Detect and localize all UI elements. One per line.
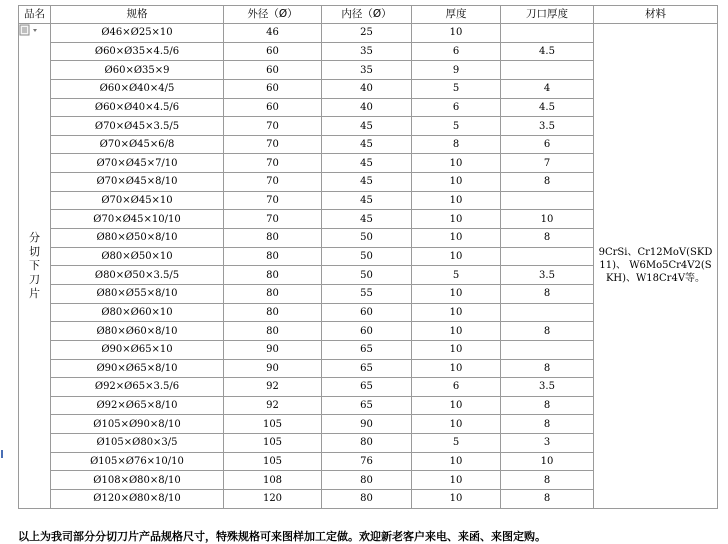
thickness-cell: 10: [412, 396, 501, 415]
spec-cell: Ø90×Ø65×8/10: [51, 359, 224, 378]
spec-cell: Ø92×Ø65×3.5/6: [51, 378, 224, 397]
spec-cell: Ø60×Ø40×4.5/6: [51, 98, 224, 117]
edge-thickness-cell: [501, 340, 594, 359]
thickness-cell: 10: [412, 340, 501, 359]
thickness-cell: 10: [412, 210, 501, 229]
inner-diameter-cell: 80: [322, 471, 412, 490]
outer-diameter-cell: 108: [224, 471, 322, 490]
table-header-row: [19, 6, 718, 24]
outer-diameter-cell: 120: [224, 490, 322, 509]
edge-thickness-cell: 10: [501, 452, 594, 471]
inner-diameter-cell: 50: [322, 266, 412, 285]
outer-diameter-cell: 80: [224, 247, 322, 266]
inner-diameter-cell: 80: [322, 490, 412, 509]
spec-cell: Ø120×Ø80×8/10: [51, 490, 224, 509]
thickness-cell: 10: [412, 247, 501, 266]
paste-options-icon[interactable]: [19, 24, 31, 40]
edge-thickness-cell: 8: [501, 396, 594, 415]
outer-diameter-cell: 60: [224, 42, 322, 61]
edge-thickness-cell: [501, 24, 594, 43]
inner-diameter-cell: 55: [322, 284, 412, 303]
spec-cell: Ø105×Ø90×8/10: [51, 415, 224, 434]
edge-thickness-cell: 6: [501, 135, 594, 154]
thickness-cell: 5: [412, 117, 501, 136]
spec-cell: Ø70×Ø45×3.5/5: [51, 117, 224, 136]
edge-thickness-cell: 8: [501, 490, 594, 509]
edge-thickness-cell: 8: [501, 229, 594, 248]
thickness-cell: 10: [412, 471, 501, 490]
edge-thickness-cell: 8: [501, 322, 594, 341]
spec-cell: Ø80×Ø55×8/10: [51, 284, 224, 303]
spec-cell: Ø80×Ø50×3.5/5: [51, 266, 224, 285]
header-product-name: 品名: [19, 6, 51, 24]
thickness-cell: 6: [412, 378, 501, 397]
thickness-cell: 5: [412, 266, 501, 285]
material-cell: 9CrSi、Cr12MoV(SKD11)、 W6Mo5Cr4V2(SKH)、W18Cr4V等。: [594, 24, 718, 509]
spec-cell: Ø80×Ø50×10: [51, 247, 224, 266]
inner-diameter-cell: 45: [322, 210, 412, 229]
outer-diameter-cell: 70: [224, 154, 322, 173]
outer-diameter-cell: 80: [224, 303, 322, 322]
spec-cell: Ø90×Ø65×10: [51, 340, 224, 359]
thickness-cell: 10: [412, 284, 501, 303]
inner-diameter-cell: 45: [322, 154, 412, 173]
inner-diameter-cell: 65: [322, 359, 412, 378]
edge-thickness-cell: 4.5: [501, 42, 594, 61]
spec-cell: Ø60×Ø40×4/5: [51, 79, 224, 98]
thickness-cell: 10: [412, 24, 501, 43]
thickness-cell: 5: [412, 79, 501, 98]
thickness-cell: 9: [412, 61, 501, 80]
inner-diameter-cell: 40: [322, 98, 412, 117]
thickness-cell: 10: [412, 415, 501, 434]
inner-diameter-cell: 45: [322, 173, 412, 192]
outer-diameter-cell: 60: [224, 98, 322, 117]
inner-diameter-cell: 60: [322, 322, 412, 341]
edge-thickness-cell: 8: [501, 359, 594, 378]
inner-diameter-cell: 65: [322, 378, 412, 397]
edge-thickness-cell: 4: [501, 79, 594, 98]
edge-thickness-cell: [501, 303, 594, 322]
outer-diameter-cell: 70: [224, 135, 322, 154]
edge-thickness-cell: 7: [501, 154, 594, 173]
spec-cell: Ø60×Ø35×4.5/6: [51, 42, 224, 61]
outer-diameter-cell: 90: [224, 340, 322, 359]
inner-diameter-cell: 45: [322, 191, 412, 210]
spec-cell: Ø105×Ø80×3/5: [51, 434, 224, 453]
spec-cell: Ø80×Ø60×8/10: [51, 322, 224, 341]
thickness-cell: 8: [412, 135, 501, 154]
outer-diameter-cell: 105: [224, 452, 322, 471]
inner-diameter-cell: 65: [322, 340, 412, 359]
inner-diameter-cell: 50: [322, 247, 412, 266]
thickness-cell: 10: [412, 229, 501, 248]
edge-thickness-cell: 10: [501, 210, 594, 229]
outer-diameter-cell: 46: [224, 24, 322, 43]
header-outer-diameter: 外径（Ø）: [224, 6, 322, 24]
outer-diameter-cell: 70: [224, 117, 322, 136]
thickness-cell: 10: [412, 359, 501, 378]
edge-thickness-cell: 8: [501, 471, 594, 490]
thickness-cell: 10: [412, 173, 501, 192]
inner-diameter-cell: 35: [322, 42, 412, 61]
edge-thickness-cell: 8: [501, 415, 594, 434]
thickness-cell: 10: [412, 322, 501, 341]
table-row: [19, 24, 718, 43]
header-inner-diameter: 内径（Ø）: [322, 6, 412, 24]
thickness-cell: 6: [412, 42, 501, 61]
inner-diameter-cell: 80: [322, 434, 412, 453]
inner-diameter-cell: 25: [322, 24, 412, 43]
edge-thickness-cell: 4.5: [501, 98, 594, 117]
edge-thickness-cell: 3: [501, 434, 594, 453]
thickness-cell: 10: [412, 303, 501, 322]
edge-thickness-cell: 3.5: [501, 266, 594, 285]
edge-thickness-cell: 8: [501, 173, 594, 192]
outer-diameter-cell: 90: [224, 359, 322, 378]
outer-diameter-cell: 80: [224, 284, 322, 303]
outer-diameter-cell: 80: [224, 322, 322, 341]
spec-cell: Ø105×Ø76×10/10: [51, 452, 224, 471]
spec-cell: Ø70×Ø45×6/8: [51, 135, 224, 154]
thickness-cell: 5: [412, 434, 501, 453]
spec-cell: Ø80×Ø60×10: [51, 303, 224, 322]
spec-cell: Ø92×Ø65×8/10: [51, 396, 224, 415]
product-name-cell: [19, 24, 51, 509]
spec-table: [18, 5, 718, 509]
inner-diameter-cell: 50: [322, 229, 412, 248]
edge-thickness-cell: 8: [501, 284, 594, 303]
footer-note: 以上为我司部分分切刀片产品规格尺寸，特殊规格可来图样加工定做。欢迎新老客户来电、来函、来图定购。: [18, 530, 546, 543]
outer-diameter-cell: 80: [224, 266, 322, 285]
outer-diameter-cell: 60: [224, 61, 322, 80]
spec-cell: Ø108×Ø80×8/10: [51, 471, 224, 490]
thickness-cell: 6: [412, 98, 501, 117]
thickness-cell: 10: [412, 191, 501, 210]
outer-diameter-cell: 92: [224, 396, 322, 415]
edge-thickness-cell: [501, 61, 594, 80]
thickness-cell: 10: [412, 452, 501, 471]
outer-diameter-cell: 105: [224, 415, 322, 434]
spec-cell: Ø70×Ø45×8/10: [51, 173, 224, 192]
spec-cell: Ø70×Ø45×10: [51, 191, 224, 210]
inner-diameter-cell: 76: [322, 452, 412, 471]
outer-diameter-cell: 105: [224, 434, 322, 453]
spec-cell: Ø60×Ø35×9: [51, 61, 224, 80]
thickness-cell: 10: [412, 490, 501, 509]
edge-thickness-cell: 3.5: [501, 378, 594, 397]
product-name-text: 分切下刀片: [29, 230, 40, 300]
inner-diameter-cell: 60: [322, 303, 412, 322]
outer-diameter-cell: 70: [224, 191, 322, 210]
header-spec: 规格: [51, 6, 224, 24]
outer-diameter-cell: 70: [224, 173, 322, 192]
spec-cell: Ø70×Ø45×10/10: [51, 210, 224, 229]
header-material: 材料: [594, 6, 718, 24]
header-edge-thickness: 刀口厚度: [501, 6, 594, 24]
edge-thickness-cell: [501, 247, 594, 266]
edge-thickness-cell: [501, 191, 594, 210]
inner-diameter-cell: 65: [322, 396, 412, 415]
page-edge-marker: [1, 450, 3, 458]
outer-diameter-cell: 80: [224, 229, 322, 248]
header-thickness: 厚度: [412, 6, 501, 24]
inner-diameter-cell: 40: [322, 79, 412, 98]
inner-diameter-cell: 90: [322, 415, 412, 434]
spec-cell: Ø46×Ø25×10: [51, 24, 224, 43]
edge-thickness-cell: 3.5: [501, 117, 594, 136]
inner-diameter-cell: 35: [322, 61, 412, 80]
inner-diameter-cell: 45: [322, 117, 412, 136]
inner-diameter-cell: 45: [322, 135, 412, 154]
thickness-cell: 10: [412, 154, 501, 173]
outer-diameter-cell: 60: [224, 79, 322, 98]
spec-cell: Ø80×Ø50×8/10: [51, 229, 224, 248]
outer-diameter-cell: 92: [224, 378, 322, 397]
spec-cell: Ø70×Ø45×7/10: [51, 154, 224, 173]
outer-diameter-cell: 70: [224, 210, 322, 229]
